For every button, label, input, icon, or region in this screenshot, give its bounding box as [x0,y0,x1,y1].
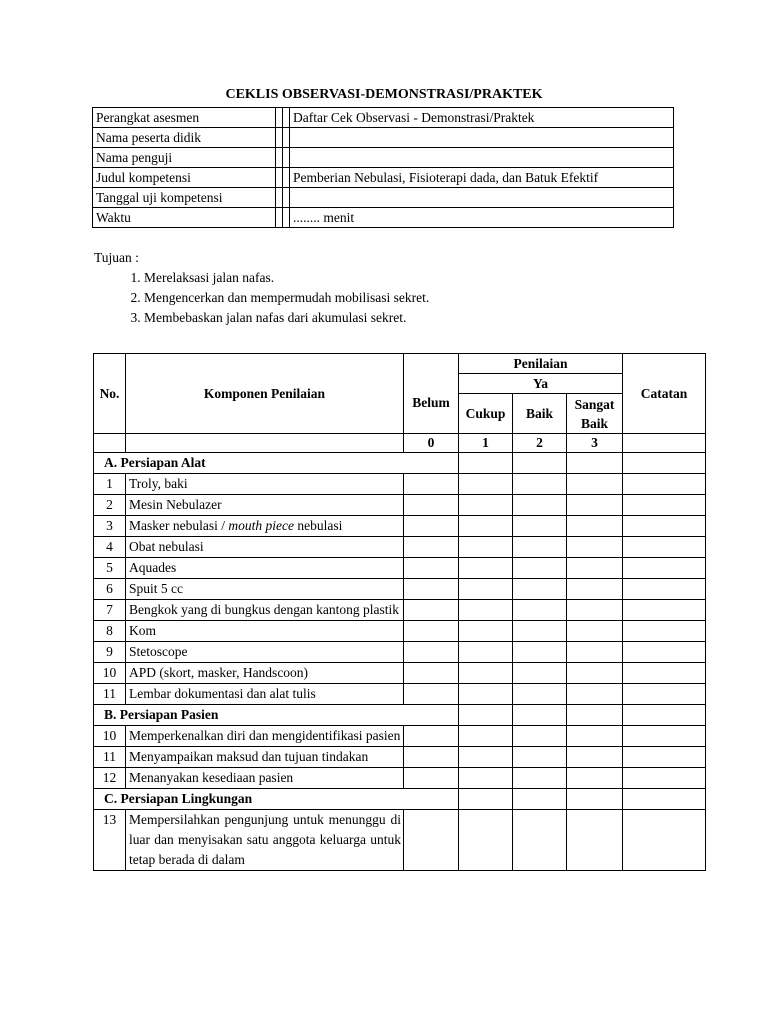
cell-cukup[interactable] [459,537,513,558]
cell-sangat-baik[interactable] [567,768,623,789]
cell-sangat-baik [567,789,623,810]
item-text: Mempersilahkan pengunjung untuk menunggu di luar dan menyisakan satu anggota keluarga untuk tetap berada di dalam [126,810,404,871]
cell-catatan [623,453,706,474]
section-row [94,705,706,726]
table-row [94,579,706,600]
info-spacer [276,168,283,188]
info-value[interactable] [290,148,674,168]
cell-baik[interactable] [513,558,567,579]
cell-catatan [623,705,706,726]
cell-catatan[interactable] [623,516,706,537]
item-text-italic: mouth piece [228,518,294,533]
item-text: Bengkok yang di bungkus dengan kantong plastik [126,600,404,621]
info-spacer [283,208,290,228]
cell-catatan[interactable] [623,537,706,558]
info-spacer [276,128,283,148]
cell-sangat-baik[interactable] [567,642,623,663]
cell-baik[interactable] [513,684,567,705]
cell-catatan[interactable] [623,747,706,768]
info-spacer [276,108,283,128]
info-spacer [283,188,290,208]
cell-cukup[interactable] [459,558,513,579]
item-text: Mesin Nebulazer [126,495,404,516]
cell-cukup [459,789,513,810]
info-table [92,107,674,228]
info-spacer [276,188,283,208]
item-number: 10 [94,726,126,747]
table-row [94,684,706,705]
info-label: Perangkat asesmen [93,108,276,128]
cell-baik [513,789,567,810]
cell-cukup[interactable] [459,621,513,642]
cell-sangat-baik[interactable] [567,495,623,516]
cell-belum[interactable] [404,768,459,789]
item-number: 8 [94,621,126,642]
col-header-sangat-baik-line2: Baik [580,415,608,431]
cell-baik[interactable] [513,516,567,537]
cell-cukup[interactable] [459,747,513,768]
document-title: CEKLIS OBSERVASI-DEMONSTRASI/PRAKTEK [225,87,543,102]
info-spacer [276,148,283,168]
col-header-no: No. [94,354,126,434]
cell-belum[interactable] [404,558,459,579]
cell-belum[interactable] [404,474,459,495]
table-row [94,726,706,747]
cell-sangat-baik[interactable] [567,600,623,621]
info-row [93,208,674,228]
cell-cukup[interactable] [459,579,513,600]
info-spacer [283,128,290,148]
table-row [94,747,706,768]
item-text: Stetoscope [126,642,404,663]
col-header-ya: Ya [459,374,623,394]
cell-sangat-baik[interactable] [567,474,623,495]
cell-baik[interactable] [513,537,567,558]
cell-catatan[interactable] [623,810,706,871]
info-row [93,168,674,188]
cell-catatan[interactable] [623,600,706,621]
cell-cukup[interactable] [459,684,513,705]
info-spacer [283,148,290,168]
cell-baik[interactable] [513,642,567,663]
cell-sangat-baik[interactable] [567,516,623,537]
section-row [94,789,706,810]
cell-belum[interactable] [404,579,459,600]
cell-cukup[interactable] [459,642,513,663]
cell-baik[interactable] [513,747,567,768]
cell-baik[interactable] [513,726,567,747]
col-header-belum: Belum [404,354,459,434]
item-text-post: nebulasi [293,518,343,533]
cell-sangat-baik[interactable] [567,810,623,871]
info-row [93,148,674,168]
item-number: 5 [94,558,126,579]
score-baik: 2 [513,434,567,453]
score-cukup: 1 [459,434,513,453]
section-heading: A. Persiapan Alat [94,453,459,474]
section-heading: C. Persiapan Lingkungan [94,789,459,810]
info-value[interactable] [290,188,674,208]
cell-catatan[interactable] [623,642,706,663]
table-row [94,810,706,871]
goal-item: 2. Mengencerkan dan mempermudah mobilisasi sekret. [144,288,429,308]
item-number: 13 [94,810,126,871]
assessment-table [93,353,706,871]
item-text-pre: Masker nebulasi / [129,518,229,533]
cell-baik [513,453,567,474]
item-number: 3 [94,516,126,537]
table-row [94,663,706,684]
cell-sangat-baik[interactable] [567,684,623,705]
item-text: Spuit 5 cc [126,579,404,600]
cell-belum[interactable] [404,516,459,537]
info-label: Nama peserta didik [93,128,276,148]
item-number: 2 [94,495,126,516]
goals-heading: Tujuan : [94,250,139,265]
cell-catatan [623,789,706,810]
col-header-cukup: Cukup [459,394,513,434]
item-text: Obat nebulasi [126,537,404,558]
item-number: 12 [94,768,126,789]
goals-list [94,268,429,328]
table-row [94,516,706,537]
cell-sangat-baik[interactable] [567,621,623,642]
table-row [94,474,706,495]
cell-belum[interactable] [404,495,459,516]
item-number: 11 [94,684,126,705]
cell-sangat-baik[interactable] [567,579,623,600]
col-header-baik: Baik [513,394,567,434]
info-spacer [283,108,290,128]
item-number: 7 [94,600,126,621]
info-row [93,188,674,208]
cell-cukup[interactable] [459,516,513,537]
section-row [94,453,706,474]
cell-baik[interactable] [513,579,567,600]
goals-block [94,248,429,328]
item-text: Aquades [126,558,404,579]
info-label: Nama penguji [93,148,276,168]
cell-belum[interactable] [404,663,459,684]
item-text: Troly, baki [126,474,404,495]
cell-cukup [459,705,513,726]
item-number: 10 [94,663,126,684]
cell-catatan[interactable] [623,768,706,789]
table-row [94,621,706,642]
cell-baik[interactable] [513,768,567,789]
cell-baik[interactable] [513,621,567,642]
cell-sangat-baik[interactable] [567,747,623,768]
info-spacer [283,168,290,188]
col-header-penilaian: Penilaian [459,354,623,374]
cell-catatan[interactable] [623,621,706,642]
col-header-sangat-baik-line1: Sangat [574,396,615,412]
score-empty [126,434,404,453]
cell-baik[interactable] [513,663,567,684]
cell-belum[interactable] [404,600,459,621]
cell-catatan[interactable] [623,684,706,705]
table-row [94,768,706,789]
item-number: 9 [94,642,126,663]
info-label: Waktu [93,208,276,228]
cell-baik[interactable] [513,810,567,871]
cell-cukup[interactable] [459,600,513,621]
cell-baik[interactable] [513,474,567,495]
table-row [94,600,706,621]
cell-belum[interactable] [404,642,459,663]
info-value[interactable]: Pemberian Nebulasi, Fisioterapi dada, dan Batuk Efektif [290,168,674,188]
cell-belum[interactable] [404,684,459,705]
score-sangat-baik: 3 [567,434,623,453]
cell-sangat-baik[interactable] [567,537,623,558]
cell-sangat-baik[interactable] [567,558,623,579]
info-row [93,108,674,128]
cell-cukup[interactable] [459,495,513,516]
cell-baik [513,705,567,726]
col-header-sangat-baik [567,394,623,434]
cell-sangat-baik[interactable] [567,663,623,684]
info-value[interactable]: ........ menit [290,208,674,228]
cell-catatan[interactable] [623,663,706,684]
table-row [94,495,706,516]
table-row [94,537,706,558]
cell-cukup[interactable] [459,663,513,684]
cell-belum[interactable] [404,810,459,871]
item-number: 11 [94,747,126,768]
goal-item: 3. Membebaskan jalan nafas dari akumulasi sekret. [144,308,429,328]
cell-catatan[interactable] [623,474,706,495]
info-value[interactable] [290,128,674,148]
score-empty [94,434,126,453]
goal-item: 1. Merelaksasi jalan nafas. [144,268,429,288]
cell-catatan[interactable] [623,726,706,747]
info-label: Tanggal uji kompetensi [93,188,276,208]
item-text: APD (skort, masker, Handscoon) [126,663,404,684]
info-label: Judul kompetensi [93,168,276,188]
item-text [126,516,404,537]
cell-cukup[interactable] [459,768,513,789]
cell-sangat-baik [567,705,623,726]
cell-belum[interactable] [404,726,459,747]
item-text: Memperkenalkan diri dan mengidentifikasi pasien [126,726,404,747]
cell-cukup[interactable] [459,810,513,871]
cell-sangat-baik [567,453,623,474]
section-heading: B. Persiapan Pasien [94,705,459,726]
cell-cukup [459,453,513,474]
cell-baik[interactable] [513,495,567,516]
cell-baik[interactable] [513,600,567,621]
item-number: 6 [94,579,126,600]
cell-belum[interactable] [404,537,459,558]
info-value[interactable]: Daftar Cek Observasi - Demonstrasi/Praktek [290,108,674,128]
score-empty [623,434,706,453]
cell-cukup[interactable] [459,474,513,495]
info-row [93,128,674,148]
item-text: Kom [126,621,404,642]
item-text: Lembar dokumentasi dan alat tulis [126,684,404,705]
cell-sangat-baik[interactable] [567,726,623,747]
score-belum: 0 [404,434,459,453]
cell-catatan[interactable] [623,579,706,600]
item-text: Menyampaikan maksud dan tujuan tindakan [126,747,404,768]
cell-cukup[interactable] [459,726,513,747]
col-header-catatan: Catatan [623,354,706,434]
table-row [94,642,706,663]
cell-belum[interactable] [404,747,459,768]
cell-catatan[interactable] [623,558,706,579]
item-number: 4 [94,537,126,558]
cell-catatan[interactable] [623,495,706,516]
item-text: Menanyakan kesediaan pasien [126,768,404,789]
col-header-komponen: Komponen Penilaian [126,354,404,434]
cell-belum[interactable] [404,621,459,642]
item-number: 1 [94,474,126,495]
table-row [94,558,706,579]
info-spacer [276,208,283,228]
